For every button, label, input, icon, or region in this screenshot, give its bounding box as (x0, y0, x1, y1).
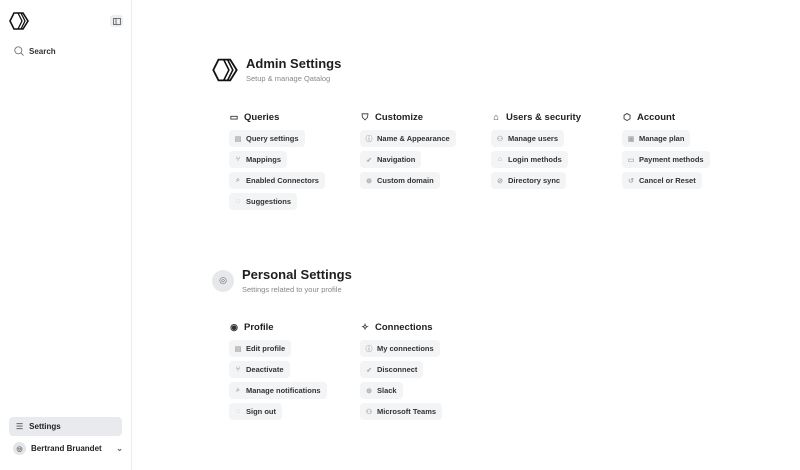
link-label: Manage plan (639, 134, 685, 143)
link-label: Deactivate (246, 365, 284, 374)
link-label: Directory sync (508, 176, 561, 185)
item-icon: ⊕ (366, 177, 372, 185)
group-title: Customize (375, 111, 424, 123)
link-label: Microsoft Teams (377, 407, 437, 416)
settings-link-cancel-or-reset[interactable] (622, 172, 702, 189)
section-subtitle: Settings related to your profile (242, 285, 342, 294)
group-title: Account (637, 111, 675, 123)
sidebar-toggle-button[interactable] (110, 15, 123, 27)
group-title: Profile (244, 321, 274, 333)
item-icon: ⊕ (366, 387, 372, 395)
box-icon: ⬡ (623, 111, 631, 122)
group-title: Connections (375, 321, 433, 333)
group-heading (360, 320, 485, 334)
plug-icon: ✧ (361, 321, 369, 332)
item-icon: ⓘ (365, 135, 373, 143)
item-icon: ⚇ (365, 408, 373, 416)
item-icon: ↺ (628, 177, 634, 185)
settings-link-deactivate[interactable] (229, 361, 290, 378)
group-heading (491, 110, 616, 124)
item-icon: ▣ (627, 135, 635, 143)
settings-link-mappings[interactable] (229, 151, 287, 168)
link-label: Custom domain (377, 176, 434, 185)
settings-link-payment-methods[interactable] (622, 151, 710, 168)
group-heading (229, 320, 354, 334)
sidebar-icon (113, 18, 121, 25)
sliders-icon: ☰ (16, 422, 24, 431)
item-icon: ▭ (627, 156, 635, 164)
link-label: Login methods (508, 155, 562, 164)
settings-group-customize (360, 110, 485, 193)
settings-link-my-connections[interactable] (360, 340, 440, 357)
link-label: My connections (377, 344, 434, 353)
link-label: Sign out (246, 407, 276, 416)
link-label: Payment methods (639, 155, 704, 164)
settings-link-manage-plan[interactable] (622, 130, 690, 147)
sidebar-item-label: Settings (29, 422, 61, 431)
paint-icon: ⛉ (361, 111, 369, 122)
message-icon: ▭ (229, 111, 239, 122)
link-label: Query settings (246, 134, 299, 143)
settings-link-custom-domain[interactable] (360, 172, 440, 189)
search-button[interactable] (14, 46, 56, 56)
settings-link-name-appearance[interactable] (360, 130, 456, 147)
item-icon: ◌ (235, 408, 241, 415)
settings-group-connections (360, 320, 485, 424)
group-title: Users & security (506, 111, 581, 123)
settings-link-query-settings[interactable] (229, 130, 305, 147)
settings-group-profile (229, 320, 354, 424)
settings-link-microsoft-teams[interactable] (360, 403, 442, 420)
item-icon: ▤ (234, 345, 242, 353)
item-icon: ⊘ (497, 177, 503, 185)
item-icon: ⓘ (365, 345, 373, 353)
settings-link-manage-users[interactable] (491, 130, 564, 147)
link-label: Enabled Connectors (246, 176, 319, 185)
settings-group-users-security (491, 110, 616, 193)
settings-link-login-methods[interactable] (491, 151, 568, 168)
settings-link-edit-profile[interactable] (229, 340, 291, 357)
admin-header (212, 56, 341, 83)
link-label: Navigation (377, 155, 416, 164)
lock-icon: ⌂ (493, 112, 499, 122)
item-icon: ⌕ (236, 386, 240, 394)
item-icon: ⌂ (497, 156, 503, 163)
settings-link-manage-notifications[interactable] (229, 382, 327, 399)
group-heading (622, 110, 747, 124)
item-icon: ⌕ (236, 176, 240, 184)
item-icon: ⑂ (235, 366, 241, 373)
avatar: ◎ (13, 442, 26, 455)
settings-link-directory-sync[interactable] (491, 172, 566, 189)
sidebar-item-settings[interactable] (9, 417, 122, 436)
item-icon: ◌ (235, 198, 241, 205)
link-label: Manage notifications (246, 386, 321, 395)
settings-link-navigation[interactable] (360, 151, 421, 168)
search-label: Search (29, 46, 56, 56)
logo-icon (212, 57, 238, 83)
settings-link-enabled-connectors[interactable] (229, 172, 325, 189)
item-icon: ➶ (366, 366, 372, 374)
item-icon: ▤ (234, 135, 242, 143)
logo-icon[interactable] (9, 11, 29, 36)
user-menu[interactable] (13, 442, 123, 455)
settings-link-disconnect[interactable] (360, 361, 423, 378)
link-label: Slack (377, 386, 397, 395)
link-label: Mappings (246, 155, 281, 164)
item-icon: ➶ (366, 156, 372, 164)
settings-group-queries (229, 110, 354, 214)
user-circle-icon: ◉ (230, 321, 238, 332)
settings-link-slack[interactable] (360, 382, 403, 399)
link-label: Manage users (508, 134, 559, 143)
group-heading (229, 110, 354, 124)
item-icon: ⚇ (496, 135, 504, 143)
user-settings-icon: ◎ (212, 270, 234, 292)
link-label: Edit profile (246, 344, 286, 353)
chevron-down-icon: ⌄ (116, 444, 123, 453)
link-label: Disconnect (377, 365, 418, 374)
item-icon: ⑂ (235, 156, 241, 163)
group-heading (360, 110, 485, 124)
section-title: Personal Settings (242, 267, 352, 282)
page-title: Admin Settings (246, 56, 342, 71)
settings-link-sign-out[interactable] (229, 403, 282, 420)
personal-header (212, 267, 352, 294)
link-label: Name & Appearance (377, 134, 450, 143)
settings-link-suggestions[interactable] (229, 193, 297, 210)
settings-group-account (622, 110, 747, 193)
group-title: Queries (244, 111, 280, 123)
sidebar (0, 0, 132, 470)
search-icon (14, 46, 24, 56)
user-name: Bertrand Bruandet (31, 444, 102, 453)
link-label: Suggestions (246, 197, 292, 206)
page-subtitle: Setup & manage Qatalog (246, 74, 331, 83)
link-label: Cancel or Reset (639, 176, 696, 185)
